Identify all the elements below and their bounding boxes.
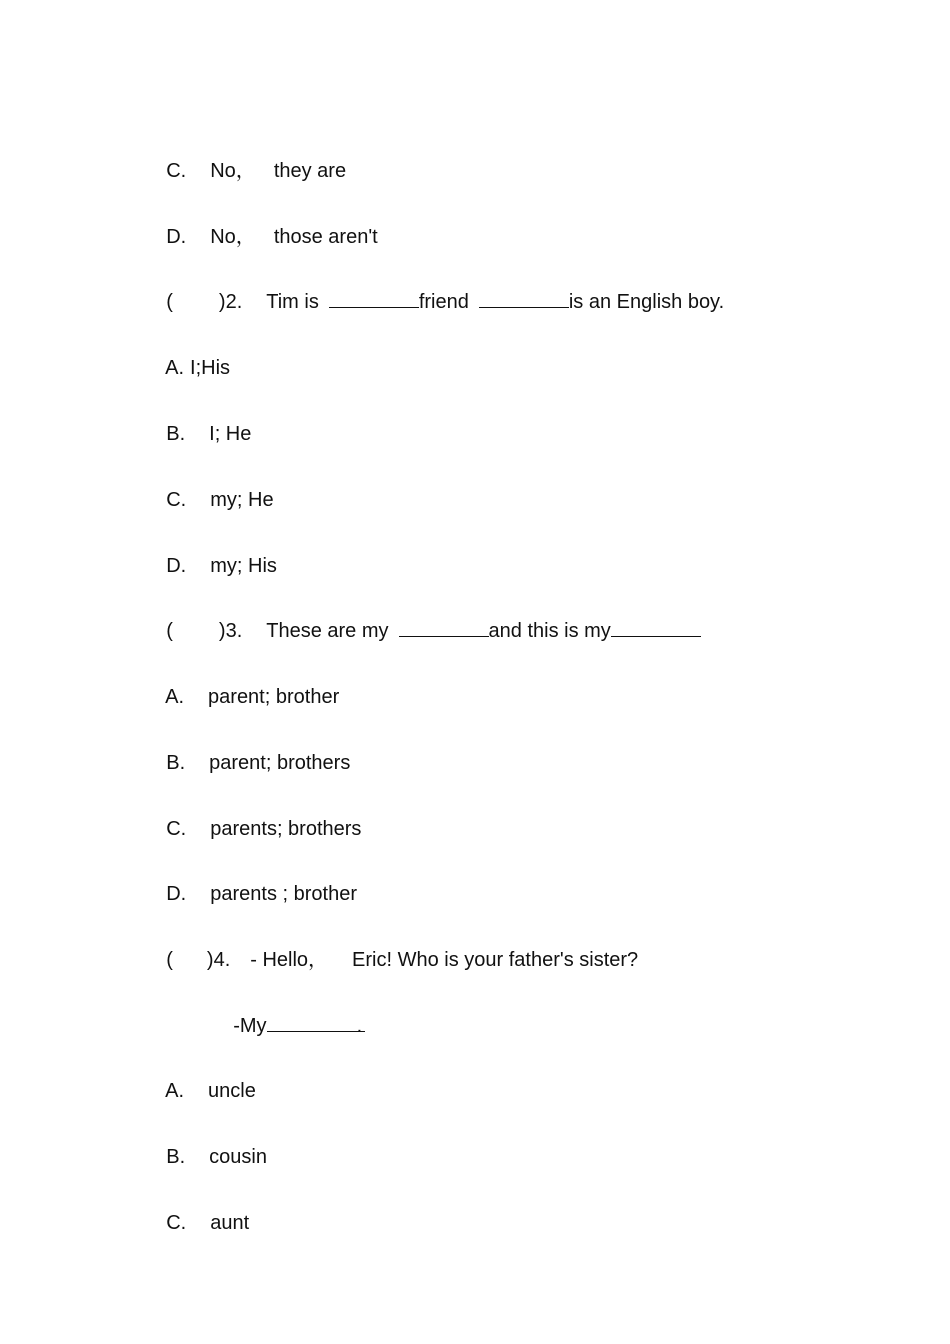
q3-option-d (144, 849, 357, 905)
answer-suffix: . (357, 1011, 366, 1032)
option-letter: A. (165, 1080, 185, 1102)
option-text: aunt (210, 1212, 250, 1234)
blank-line (399, 616, 489, 637)
question-2 (144, 257, 725, 313)
q2-option-b (144, 389, 252, 445)
q4-option-c (144, 1178, 250, 1234)
option-letter: A. (165, 686, 185, 708)
q4-option-a (144, 1046, 256, 1102)
question-text: friend (418, 291, 469, 313)
option-letter: D. (166, 883, 187, 905)
blank-line (611, 616, 701, 637)
option-letter: C. (166, 818, 187, 840)
blank-line (479, 287, 569, 308)
answer-paren: ( (166, 949, 173, 971)
option-letter: B. (166, 1146, 186, 1168)
question-text: - Hello， (250, 949, 329, 971)
answer-paren: ( (166, 291, 173, 313)
option-text: cousin (209, 1146, 267, 1168)
option-text: parents ; brother (210, 883, 357, 905)
option-letter: C. (166, 160, 187, 182)
question-number: )2. (218, 291, 243, 313)
option-text: parent; brothers (209, 752, 351, 774)
q1-option-c (144, 126, 347, 182)
q3-option-c (144, 784, 362, 840)
option-text: I; He (209, 423, 252, 445)
q4-option-b (144, 1112, 267, 1168)
option-text: those aren't (273, 226, 378, 248)
question-4-answer-line (211, 981, 365, 1037)
question-text: is an English boy. (568, 291, 725, 313)
question-text: Eric! Who is your father's sister? (352, 949, 639, 971)
question-number: )4. (206, 949, 231, 971)
q2-option-a (144, 323, 231, 379)
option-text: my; He (210, 489, 274, 511)
option-text: parent; brother (208, 686, 340, 708)
option-text: uncle (208, 1080, 256, 1102)
q1-option-d (144, 192, 378, 248)
option-letter: B. (166, 752, 186, 774)
option-text: they are (273, 160, 347, 182)
q2-option-d (144, 521, 277, 577)
option-text: I;His (190, 357, 231, 379)
option-text: No， (210, 226, 256, 248)
q3-option-a (144, 652, 340, 708)
question-text: These are my (266, 620, 389, 642)
question-3 (144, 586, 701, 642)
blank-line (329, 287, 419, 308)
q3-option-b (144, 718, 351, 774)
option-letter: A. (165, 357, 185, 379)
option-letter: B. (166, 423, 186, 445)
option-letter: D. (166, 226, 187, 248)
question-text: and this is my (488, 620, 611, 642)
question-4 (144, 915, 639, 971)
option-letter: C. (166, 1212, 187, 1234)
q2-option-c (144, 455, 274, 511)
option-text: my; His (210, 555, 277, 577)
option-text: parents; brothers (210, 818, 362, 840)
option-text: No， (210, 160, 256, 182)
question-number: )3. (218, 620, 243, 642)
answer-paren: ( (166, 620, 173, 642)
answer-prefix: -My (233, 1015, 267, 1037)
option-letter: D. (166, 555, 187, 577)
option-letter: C. (166, 489, 187, 511)
question-text: Tim is (266, 291, 319, 313)
blank-line (267, 1011, 357, 1032)
